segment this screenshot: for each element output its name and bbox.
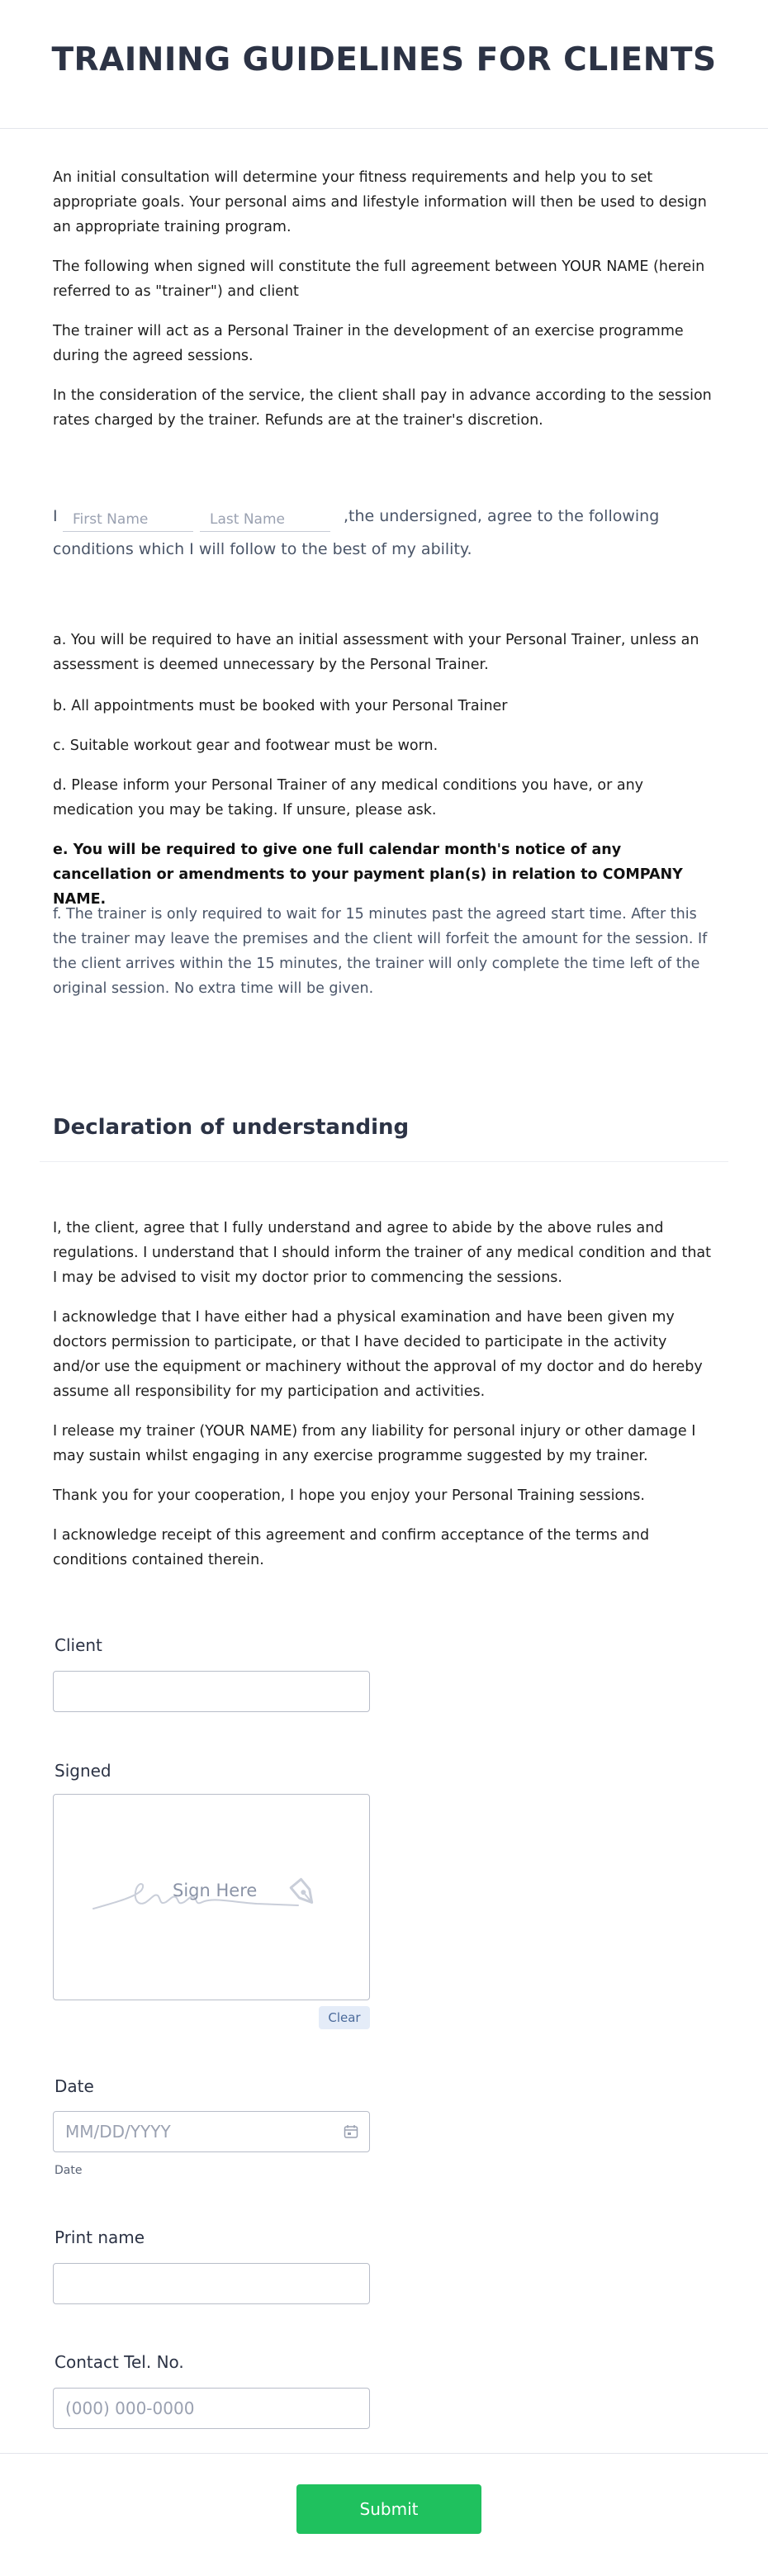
declaration-title: Declaration of understanding: [53, 1115, 410, 1140]
signature-pad[interactable]: [53, 1794, 370, 2000]
date-label: Date: [55, 2076, 94, 2096]
date-field: [53, 2111, 370, 2152]
condition-item: b. All appointments must be booked with your Personal Trainer: [53, 698, 508, 714]
agreement-suffix: ,the undersigned, agree to the following: [344, 507, 660, 525]
agreement-prefix: I: [53, 507, 58, 525]
agreement-name-row: [53, 502, 722, 568]
clear-signature-button[interactable]: Clear: [319, 2006, 370, 2029]
condition-item: c. Suitable workout gear and footwear must be worn.: [53, 738, 439, 754]
declaration-paragraph: Thank you for your cooperation, I hope you enjoy your Personal Training sessions.: [53, 1487, 645, 1504]
print-name-label: Print name: [55, 2227, 145, 2247]
last-name-input[interactable]: [200, 507, 330, 532]
declaration-paragraph: I acknowledge that I have either had a physical examination and have been given my doctors permission to participate, or that I have decided to participate in the activity and/or use the equipment or machinery without the approval of my doctor and do hereby assume all responsibility for my participation and activities.: [53, 1309, 703, 1400]
intro-paragraph: The following when signed will constitute the full agreement between YOUR NAME (herein referred to as "trainer") and client: [53, 259, 705, 300]
intro-paragraph: The trainer will act as a Personal Trainer in the development of an exercise programme during the agreed sessions.: [53, 323, 684, 364]
condition-item: f. The trainer is only required to wait for 15 minutes past the agreed start time. After this the trainer may leave the premises and the client will forfeit the amount for the session. If the client arrives within the 15 minutes, the trainer will only complete the time left of the original session. No extra time will be given.: [53, 906, 708, 997]
agreement-line2: conditions which I will follow to the best of my ability.: [53, 540, 472, 558]
declaration-paragraph: I acknowledge receipt of this agreement and confirm acceptance of the terms and conditions contained therein.: [53, 1527, 650, 1568]
intro-paragraph: An initial consultation will determine your fitness requirements and help you to set appropriate goals. Your personal aims and lifestyle information will then be used to design an appropriate training program.: [53, 169, 707, 235]
client-label: Client: [55, 1635, 102, 1655]
form-header: [0, 0, 768, 129]
submit-button[interactable]: Submit: [296, 2484, 481, 2534]
client-input[interactable]: [53, 1671, 370, 1712]
first-name-input[interactable]: [63, 507, 193, 532]
section-divider: [40, 1161, 728, 1162]
intro-paragraph: In the consideration of the service, the client shall pay in advance according to the session rates charged by the trainer. Refunds are at the trainer's discretion.: [53, 387, 712, 429]
declaration-paragraph: I, the client, agree that I fully understand and agree to abide by the above rules and regulations. I understand that I should inform the trainer of any medical condition and that I may be advised to visit my doctor prior to commencing the sessions.: [53, 1220, 712, 1286]
pen-nib-icon: [287, 1876, 321, 1910]
condition-item-bold: e. You will be required to give one full calendar month's notice of any cancellation or amendments to your payment plan(s) in relation to COMPANY NAME.: [53, 842, 683, 908]
condition-item: a. You will be required to have an initial assessment with your Personal Trainer, unless an assessment is deemed unnecessary by the Personal Trainer.: [53, 632, 699, 673]
contact-phone-input[interactable]: [53, 2388, 370, 2429]
sign-here-text: Sign Here: [173, 1881, 258, 1900]
declaration-paragraph: I release my trainer (YOUR NAME) from any liability for personal injury or other damage I may sustain whilst engaging in any exercise programme suggested by my trainer.: [53, 1423, 696, 1464]
condition-item: d. Please inform your Personal Trainer of any medical conditions you have, or any medication you may be taking. If unsure, please ask.: [53, 777, 644, 818]
print-name-input[interactable]: [53, 2263, 370, 2304]
footer-divider: [0, 2453, 768, 2454]
signed-label: Signed: [55, 1761, 111, 1781]
contact-label: Contact Tel. No.: [55, 2352, 184, 2372]
page-title: TRAINING GUIDELINES FOR CLIENTS: [51, 41, 717, 78]
date-input[interactable]: [53, 2111, 370, 2152]
calendar-icon[interactable]: [344, 2124, 358, 2139]
date-sublabel: Date: [55, 2164, 83, 2177]
